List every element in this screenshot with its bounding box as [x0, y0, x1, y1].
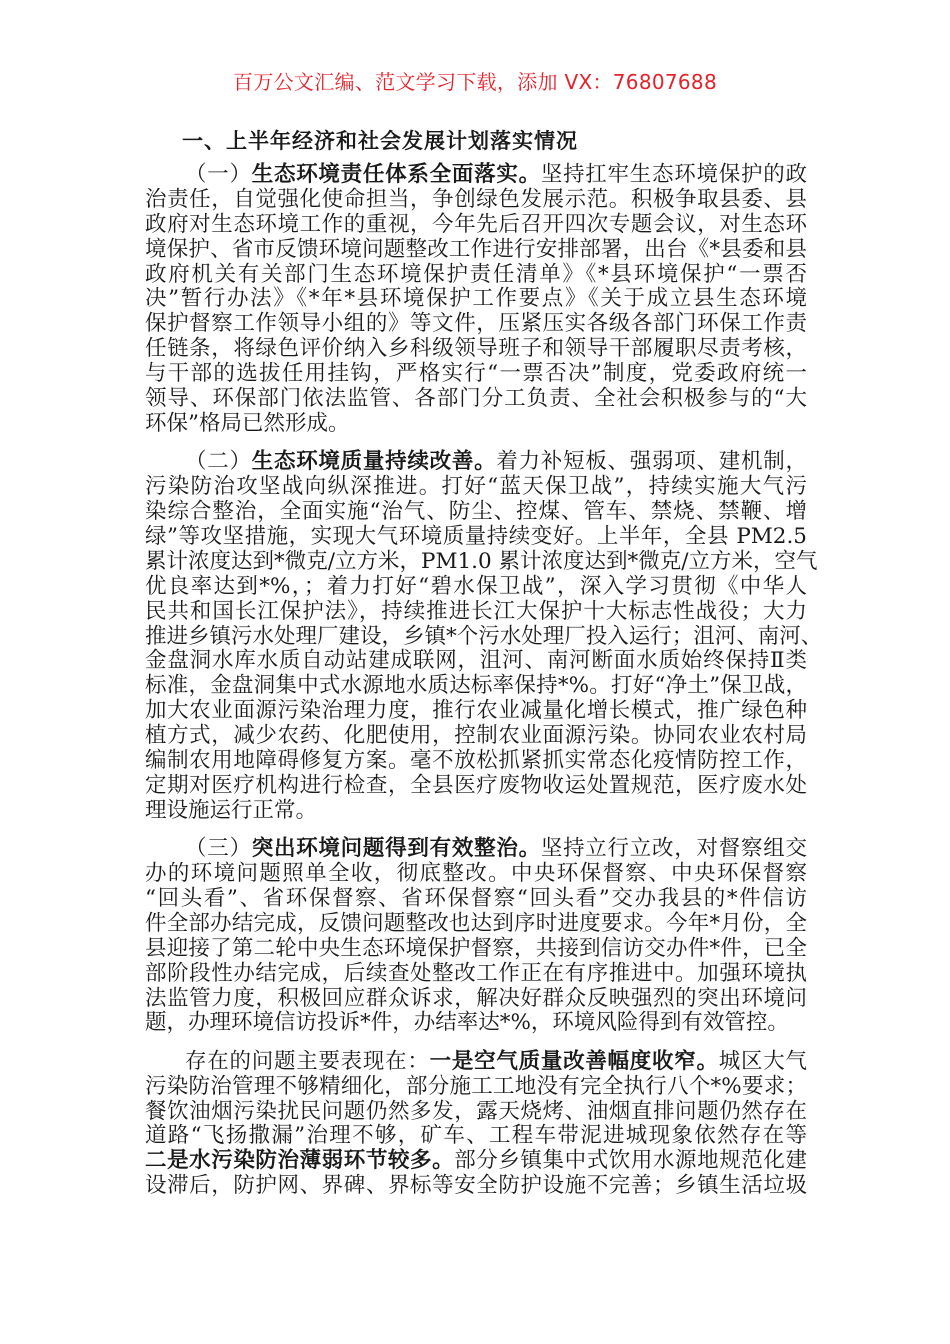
line-text: 领导、环保部门依法监管、各部门分工负责、全社会积极参与的“大 — [145, 386, 807, 412]
text-line — [145, 362, 807, 387]
text-line — [145, 887, 807, 912]
text-line — [145, 837, 807, 862]
text-line — [145, 525, 807, 550]
line-text: 着力补短板、强弱项、建机制， — [496, 449, 807, 475]
line-text: 污染防治管理不够精细化，部分施工工地没有完全执行八个*%要求； — [145, 1073, 807, 1099]
text-line — [145, 774, 807, 799]
line-text: 部阶段性办结完成，后续查处整改工作正在有序推进中。加强环境执 — [145, 960, 807, 986]
bold-lead-text: 生态环境责任体系全面落实。 — [251, 162, 541, 187]
line-text: 件全部办结完成，反馈问题整改也达到序时进度要求。今年*月份，全 — [145, 910, 807, 936]
line-text: 推进乡镇污水处理厂建设，乡镇*个污水处理厂投入运行；沮河、南河、 — [145, 623, 823, 649]
line-text: 坚持扛牢生态环境保护的政 — [540, 162, 807, 187]
bold-lead-text: 生态环境质量持续改善。 — [251, 449, 497, 475]
line-text: 环保”格局已然形成。 — [145, 410, 350, 436]
document-body — [145, 162, 823, 1213]
line-text: （一） — [185, 162, 252, 187]
line-text: （三） — [185, 836, 252, 862]
text-line — [145, 623, 823, 650]
line-text: 保护督察工作领导小组的》等文件，压紧压实各级各部门环保工作责 — [145, 311, 807, 337]
line-text: 理设施运行正常。 — [145, 797, 318, 823]
line-text: 餐饮油烟污染扰民问题仍然多发，露天烧烤、油烟直排问题仍然存在 — [145, 1098, 807, 1124]
line-text: 绿”等攻坚措施，实现大气环境质量持续变好。上半年，全县 PM2.5 — [145, 523, 807, 549]
line-text: 优良率达到*%，；着力打好“碧水保卫战”，深入学习贯彻《中华人 — [145, 573, 807, 599]
line-text: 编制农用地障碍修复方案。毫不放松抓紧抓实常态化疫情防控工作， — [145, 747, 807, 773]
section-heading: 一、上半年经济和社会发展计划落实情况 — [182, 129, 578, 153]
text-line — [145, 312, 807, 337]
line-text: 境保护、省市反馈环境问题整改工作进行安排部署，出台《*县委和县 — [145, 236, 807, 262]
line-text: 治责任，自觉强化使命担当，争创绿色发展示范。积极争取县委、县 — [145, 186, 807, 212]
line-text: 民共和国长江保护法》，持续推进长江大保护十大标志性战役；大力 — [145, 598, 807, 624]
line-text: 政府对生态环境工作的重视，今年先后召开四次专题会议，对生态环 — [145, 211, 807, 237]
line-text: 金盘洞水库水质自动站建成联网，沮河、南河断面水质始终保持Ⅱ类 — [145, 648, 807, 674]
paragraph — [145, 163, 807, 437]
paragraph — [145, 1050, 807, 1199]
line-text: 加大农业面源污染治理力度，推行农业减量化增长模式，推广绿色种 — [145, 698, 807, 724]
line-text: 坚持立行立改，对督察组交 — [540, 836, 807, 862]
text-line — [145, 1149, 807, 1174]
text-line — [145, 213, 807, 238]
text-line — [145, 575, 807, 600]
watermark-banner: 百万公文汇编、范文学习下载，添加 VX：76807688 — [233, 70, 717, 94]
text-line — [145, 649, 807, 674]
text-line — [145, 450, 807, 475]
text-line — [145, 337, 807, 362]
line-text: 标准，金盘洞集中式水源地水质达标率保持*%。打好“净土”保卫战， — [145, 673, 807, 699]
text-line — [145, 475, 807, 500]
line-text: 染综合整治，全面实施“治气、防尘、控煤、管车、禁烧、禁鞭、增 — [145, 499, 807, 525]
text-line — [145, 500, 807, 525]
text-line — [145, 387, 807, 412]
text-line — [145, 188, 807, 213]
bold-lead-text: 二是水污染防治薄弱环节较多。 — [145, 1148, 455, 1174]
text-line — [145, 912, 807, 937]
text-line — [145, 937, 807, 962]
text-line — [145, 548, 818, 575]
paragraph — [145, 837, 807, 1036]
line-text: 办的环境问题照单全收，彻底整改。中央环保督察、中央环保督察 — [145, 861, 807, 887]
text-line — [145, 1050, 807, 1075]
line-text: 定期对医疗机构进行检查，全县医疗废物收运处置规范，医疗废水处 — [145, 772, 807, 798]
line-text: 存在的问题主要表现在： — [185, 1048, 430, 1074]
line-text: 政府机关有关部门生态环境保护责任清单》《*县环境保护“一票否 — [145, 261, 807, 287]
text-line — [145, 238, 807, 263]
bold-lead-text: 突出环境问题得到有效整治。 — [251, 836, 541, 862]
line-text: 道路“飞扬撒漏”治理不够，矿车、工程车带泥进城现象依然存在等 — [145, 1123, 807, 1149]
text-line — [145, 1174, 807, 1199]
line-text: 城区大气 — [718, 1048, 807, 1074]
text-line — [145, 724, 807, 749]
line-text: 污染防治攻坚战向纵深推进。打好“蓝天保卫战”，持续实施大气污 — [145, 474, 807, 500]
text-line — [145, 1011, 807, 1036]
text-line — [145, 962, 807, 987]
line-text: 县迎接了第二轮中央生态环境保护督察，共接到信访交办件*件，已全 — [145, 935, 807, 961]
text-line — [145, 799, 807, 824]
text-line — [145, 699, 807, 724]
line-text: 法监管力度，积极回应群众诉求，解决好群众反映强烈的突出环境问 — [145, 985, 807, 1011]
text-line — [145, 1100, 807, 1125]
paragraph — [145, 449, 823, 823]
text-line — [145, 749, 807, 774]
line-text: “回头看”、省环保督察、省环保督察“回头看”交办我县的*件信访 — [145, 885, 807, 911]
line-text: 植方式，减少农药、化肥使用，控制农业面源污染。协同农业农村局 — [145, 723, 807, 749]
text-line — [145, 674, 807, 699]
line-text: 部分乡镇集中式饮用水源地规范化建 — [454, 1148, 807, 1174]
line-text: 设滞后，防护网、界碑、界标等安全防护设施不完善；乡镇生活垃圾 — [145, 1173, 807, 1199]
text-line — [145, 987, 807, 1012]
line-text: 任链条，将绿色评价纳入乡科级领导班子和领导干部履职尽责考核， — [145, 336, 807, 362]
text-line — [145, 163, 807, 188]
bold-lead-text: 一是空气质量改善幅度收窄。 — [429, 1048, 719, 1074]
line-text: 与干部的选拔任用挂钩，严格实行“一票否决”制度，党委政府统一 — [145, 361, 807, 387]
text-line — [145, 862, 807, 887]
line-text: （二） — [185, 449, 252, 475]
text-line — [145, 600, 807, 625]
line-text: 题，办理环境信访投诉*件，办结率达*%，环境风险得到有效管控。 — [145, 1010, 789, 1036]
text-line — [145, 1075, 807, 1100]
line-text: 累计浓度达到*微克/立方米，PM1.0 累计浓度达到*微克/立方米，空气 — [145, 548, 818, 574]
text-line — [145, 412, 807, 437]
line-text: 决”暂行办法》《*年*县环境保护工作要点》《关于成立县生态环境 — [145, 286, 807, 312]
text-line — [145, 1124, 807, 1149]
text-line — [145, 287, 807, 312]
text-line — [145, 263, 807, 288]
